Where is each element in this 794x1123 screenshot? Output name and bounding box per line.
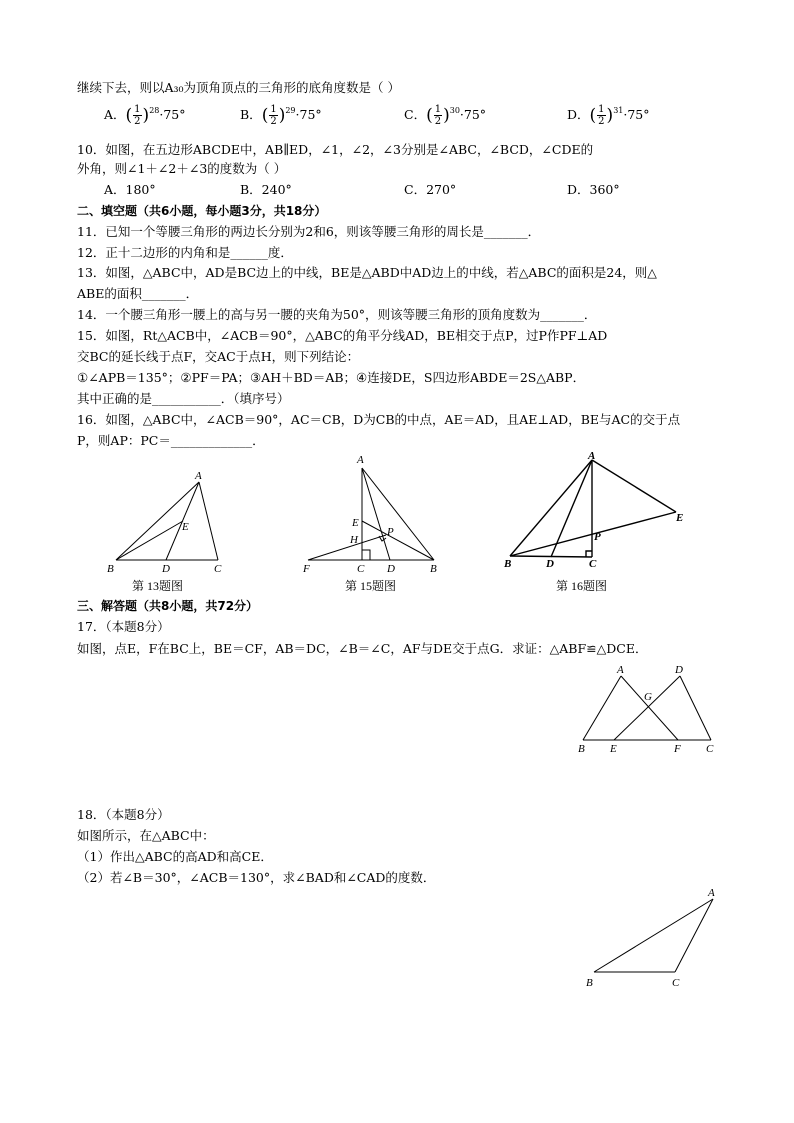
q18-part-1: （1）作出△ABC的高AD和高CE． xyxy=(77,849,273,864)
q10-line-1: 10．如图，在五边形ABCDE中，AB∥ED，∠1，∠2，∠3分别是∠ABC，∠BCD，∠CDE的 xyxy=(77,142,594,157)
fig13-caption: 第 13题图 xyxy=(132,579,184,593)
fig13-label-e: E xyxy=(182,521,189,533)
figure-16 xyxy=(500,450,690,575)
fig15-label-f: F xyxy=(303,563,310,575)
q9-option-c: C．( $\frac{1}{2}$ )$^{30}$·75° xyxy=(404,104,487,127)
q13-line-1: 13．如图，△ABC中，AD是BC边上的中线，BE是△ABD中AD边上的中线，若△ABC的面积是24，则△ xyxy=(77,265,657,280)
fig17-label-a: A xyxy=(617,664,624,676)
q14: 14．一个腰三角形一腰上的高与另一腰的夹角为50°，则该等腰三角形的顶角度数为_______． xyxy=(77,307,597,322)
fig16-label-e: E xyxy=(676,512,684,524)
fig16-label-b: B xyxy=(504,558,512,570)
fig18-label-b: B xyxy=(586,977,593,989)
section-2-heading: 二、填空题（共6小题，每小题3分，共18分） xyxy=(77,204,327,218)
q15-line-4: 其中正确的是___________．（填序号） xyxy=(77,391,290,406)
q13-line-2: ABE的面积_______． xyxy=(77,286,199,301)
fig18-label-a: A xyxy=(708,887,715,899)
fig15-label-a: A xyxy=(357,454,364,466)
q9-option-a: A．( $\frac{1}{2}$ )$^{28}$·75° xyxy=(104,104,186,127)
section-3-heading: 三、解答题（共8小题，共72分） xyxy=(77,599,259,613)
fig17-label-g: G xyxy=(644,691,652,703)
q18-body: 如图所示，在△ABC中： xyxy=(77,828,215,843)
fig15-label-d: D xyxy=(387,563,395,575)
figure-15 xyxy=(300,450,450,575)
q16-line-1: 16．如图，△ABC中，∠ACB＝90°，AC＝CB，D为CB的中点，AE＝AD，且AE⊥AD，BE与AC的交于点 xyxy=(77,412,681,427)
fig13-label-b: B xyxy=(107,563,114,575)
q12: 12．正十二边形的内角和是______度． xyxy=(77,245,293,260)
fig15-label-p: P xyxy=(387,526,394,538)
q10-option-a: A．180° xyxy=(104,182,156,197)
q11: 11．已知一个等腰三角形的两边长分别为2和6，则该等腰三角形的周长是_______． xyxy=(77,224,541,239)
q10-option-b: B．240° xyxy=(240,182,292,197)
figure-18 xyxy=(580,885,725,995)
q16-line-2: P，则AP：PC＝_____________． xyxy=(77,433,265,448)
fig15-label-h: H xyxy=(350,534,358,546)
q10-option-d: D．360° xyxy=(567,182,620,197)
q18-heading: 18．（本题8分） xyxy=(77,807,170,822)
fig17-label-c: C xyxy=(706,743,714,755)
figure-13 xyxy=(100,465,240,580)
fig17-label-f: F xyxy=(674,743,681,755)
fig15-caption: 第 15题图 xyxy=(345,579,397,593)
fig17-label-d: D xyxy=(675,664,683,676)
fig17-label-b: B xyxy=(578,743,585,755)
figure-17 xyxy=(575,662,725,757)
fig15-label-e: E xyxy=(352,517,359,529)
q18-part-2: （2）若∠B＝30°，∠ACB＝130°，求∠BAD和∠CAD的度数． xyxy=(77,870,436,885)
q15-line-2: 交BC的延长线于点F，交AC于点H，则下列结论： xyxy=(77,349,360,364)
fig13-label-c: C xyxy=(214,563,222,575)
fig17-label-e: E xyxy=(610,743,617,755)
q17-heading: 17．（本题8分） xyxy=(77,619,170,634)
q10-option-c: C．270° xyxy=(404,182,457,197)
q9-tail: 继续下去，则以A₃₀为顶角顶点的三角形的底角度数是（ ） xyxy=(77,80,401,95)
fig16-label-a: A xyxy=(588,450,596,462)
fig16-label-c: C xyxy=(589,558,597,570)
q15-line-3: ①∠APB＝135°；②PF＝PA；③AH＋BD＝AB；④连接DE，S四边形ABDE＝2S△ABP． xyxy=(77,370,586,385)
fig16-label-p: P xyxy=(594,531,601,543)
fig13-label-d: D xyxy=(162,563,170,575)
fig15-label-b: B xyxy=(430,563,437,575)
q15-line-1: 15．如图，Rt△ACB中，∠ACB＝90°，△ABC的角平分线AD，BE相交于点P，过P作PF⊥AD xyxy=(77,328,608,343)
q9-option-d: D．( $\frac{1}{2}$ )$^{31}$·75° xyxy=(567,104,650,127)
fig15-label-c: C xyxy=(357,563,365,575)
fig16-label-d: D xyxy=(546,558,554,570)
q10-line-2: 外角，则∠1＋∠2＋∠3的度数为（ ） xyxy=(77,161,287,176)
fig18-label-c: C xyxy=(672,977,680,989)
q9-option-b: B．( $\frac{1}{2}$ )$^{29}$·75° xyxy=(240,104,322,127)
fig16-caption: 第 16题图 xyxy=(556,579,608,593)
fig13-label-a: A xyxy=(195,470,202,482)
q17-body: 如图，点E，F在BC上，BE＝CF，AB＝DC，∠B＝∠C，AF与DE交于点G．求证：△ABF≌△DCE． xyxy=(77,641,648,656)
